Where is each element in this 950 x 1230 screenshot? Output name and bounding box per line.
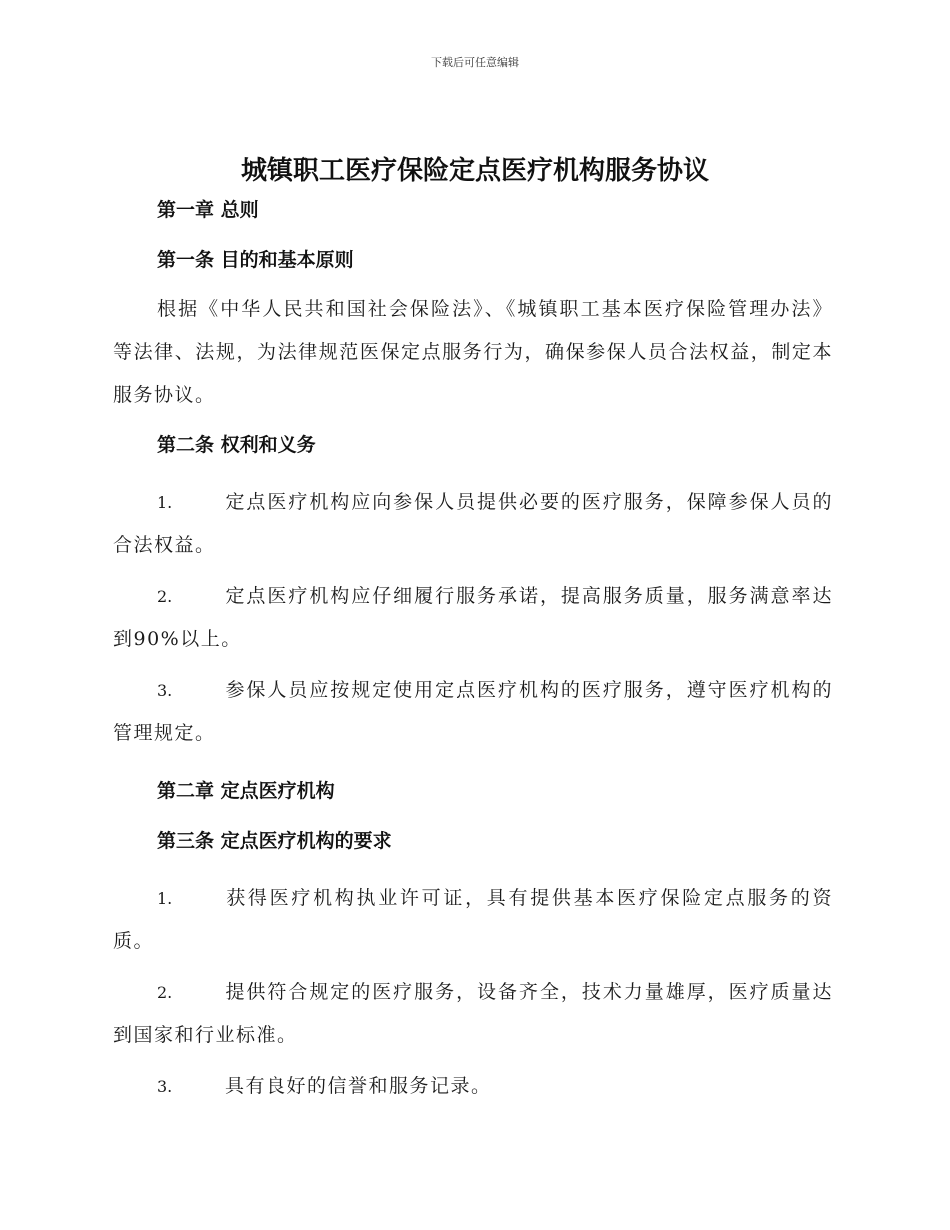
- document-body: [113, 196, 833, 1108]
- list-item-text: 获得医疗机构执业许可证，具有提供基本医疗保险定点服务的资质。: [113, 887, 833, 952]
- document-title: 城镇职工医疗保险定点医疗机构服务协议: [240, 156, 709, 186]
- list-item: [113, 575, 833, 661]
- list-item-text: 定点医疗机构应仔细履行服务承诺，提高服务质量，服务满意率达到90%以上。: [113, 585, 833, 650]
- list-item: [113, 669, 833, 755]
- article-heading-2: 第二条 权利和义务: [157, 434, 316, 456]
- list-item-number: 3.: [157, 681, 173, 700]
- list-item-number: 3.: [157, 1077, 173, 1096]
- list-item-text: 具有良好的信誉和服务记录。: [225, 1075, 492, 1097]
- page-header: 下载后可任意编辑: [431, 56, 519, 69]
- list-item-text: 参保人员应按规定使用定点医疗机构的医疗服务，遵守医疗机构的管理规定。: [113, 679, 833, 744]
- list-item: [113, 971, 833, 1057]
- list-item: [113, 1065, 833, 1108]
- chapter-heading-1: 第一章 总则: [157, 199, 259, 221]
- list-item-text: 定点医疗机构应向参保人员提供必要的医疗服务，保障参保人员的合法权益。: [113, 491, 833, 556]
- list-item-number: 1.: [157, 889, 173, 908]
- article-1-paragraph: 根据《中华人民共和国社会保险法》、《城镇职工基本医疗保险管理办法》等法律、法规，为法律规范医保定点服务行为，确保参保人员合法权益，制定本服务协议。: [113, 298, 833, 406]
- article-heading-1: 第一条 目的和基本原则: [157, 249, 354, 271]
- list-item-number: 1.: [157, 493, 173, 512]
- list-item-number: 2.: [157, 587, 173, 606]
- list-item-text: 提供符合规定的医疗服务，设备齐全，技术力量雄厚，医疗质量达到国家和行业标准。: [113, 981, 833, 1046]
- chapter-heading-2: 第二章 定点医疗机构: [157, 780, 335, 802]
- list-item: [113, 481, 833, 567]
- list-item: [113, 877, 833, 963]
- article-heading-3: 第三条 定点医疗机构的要求: [157, 830, 392, 852]
- list-item-number: 2.: [157, 983, 173, 1002]
